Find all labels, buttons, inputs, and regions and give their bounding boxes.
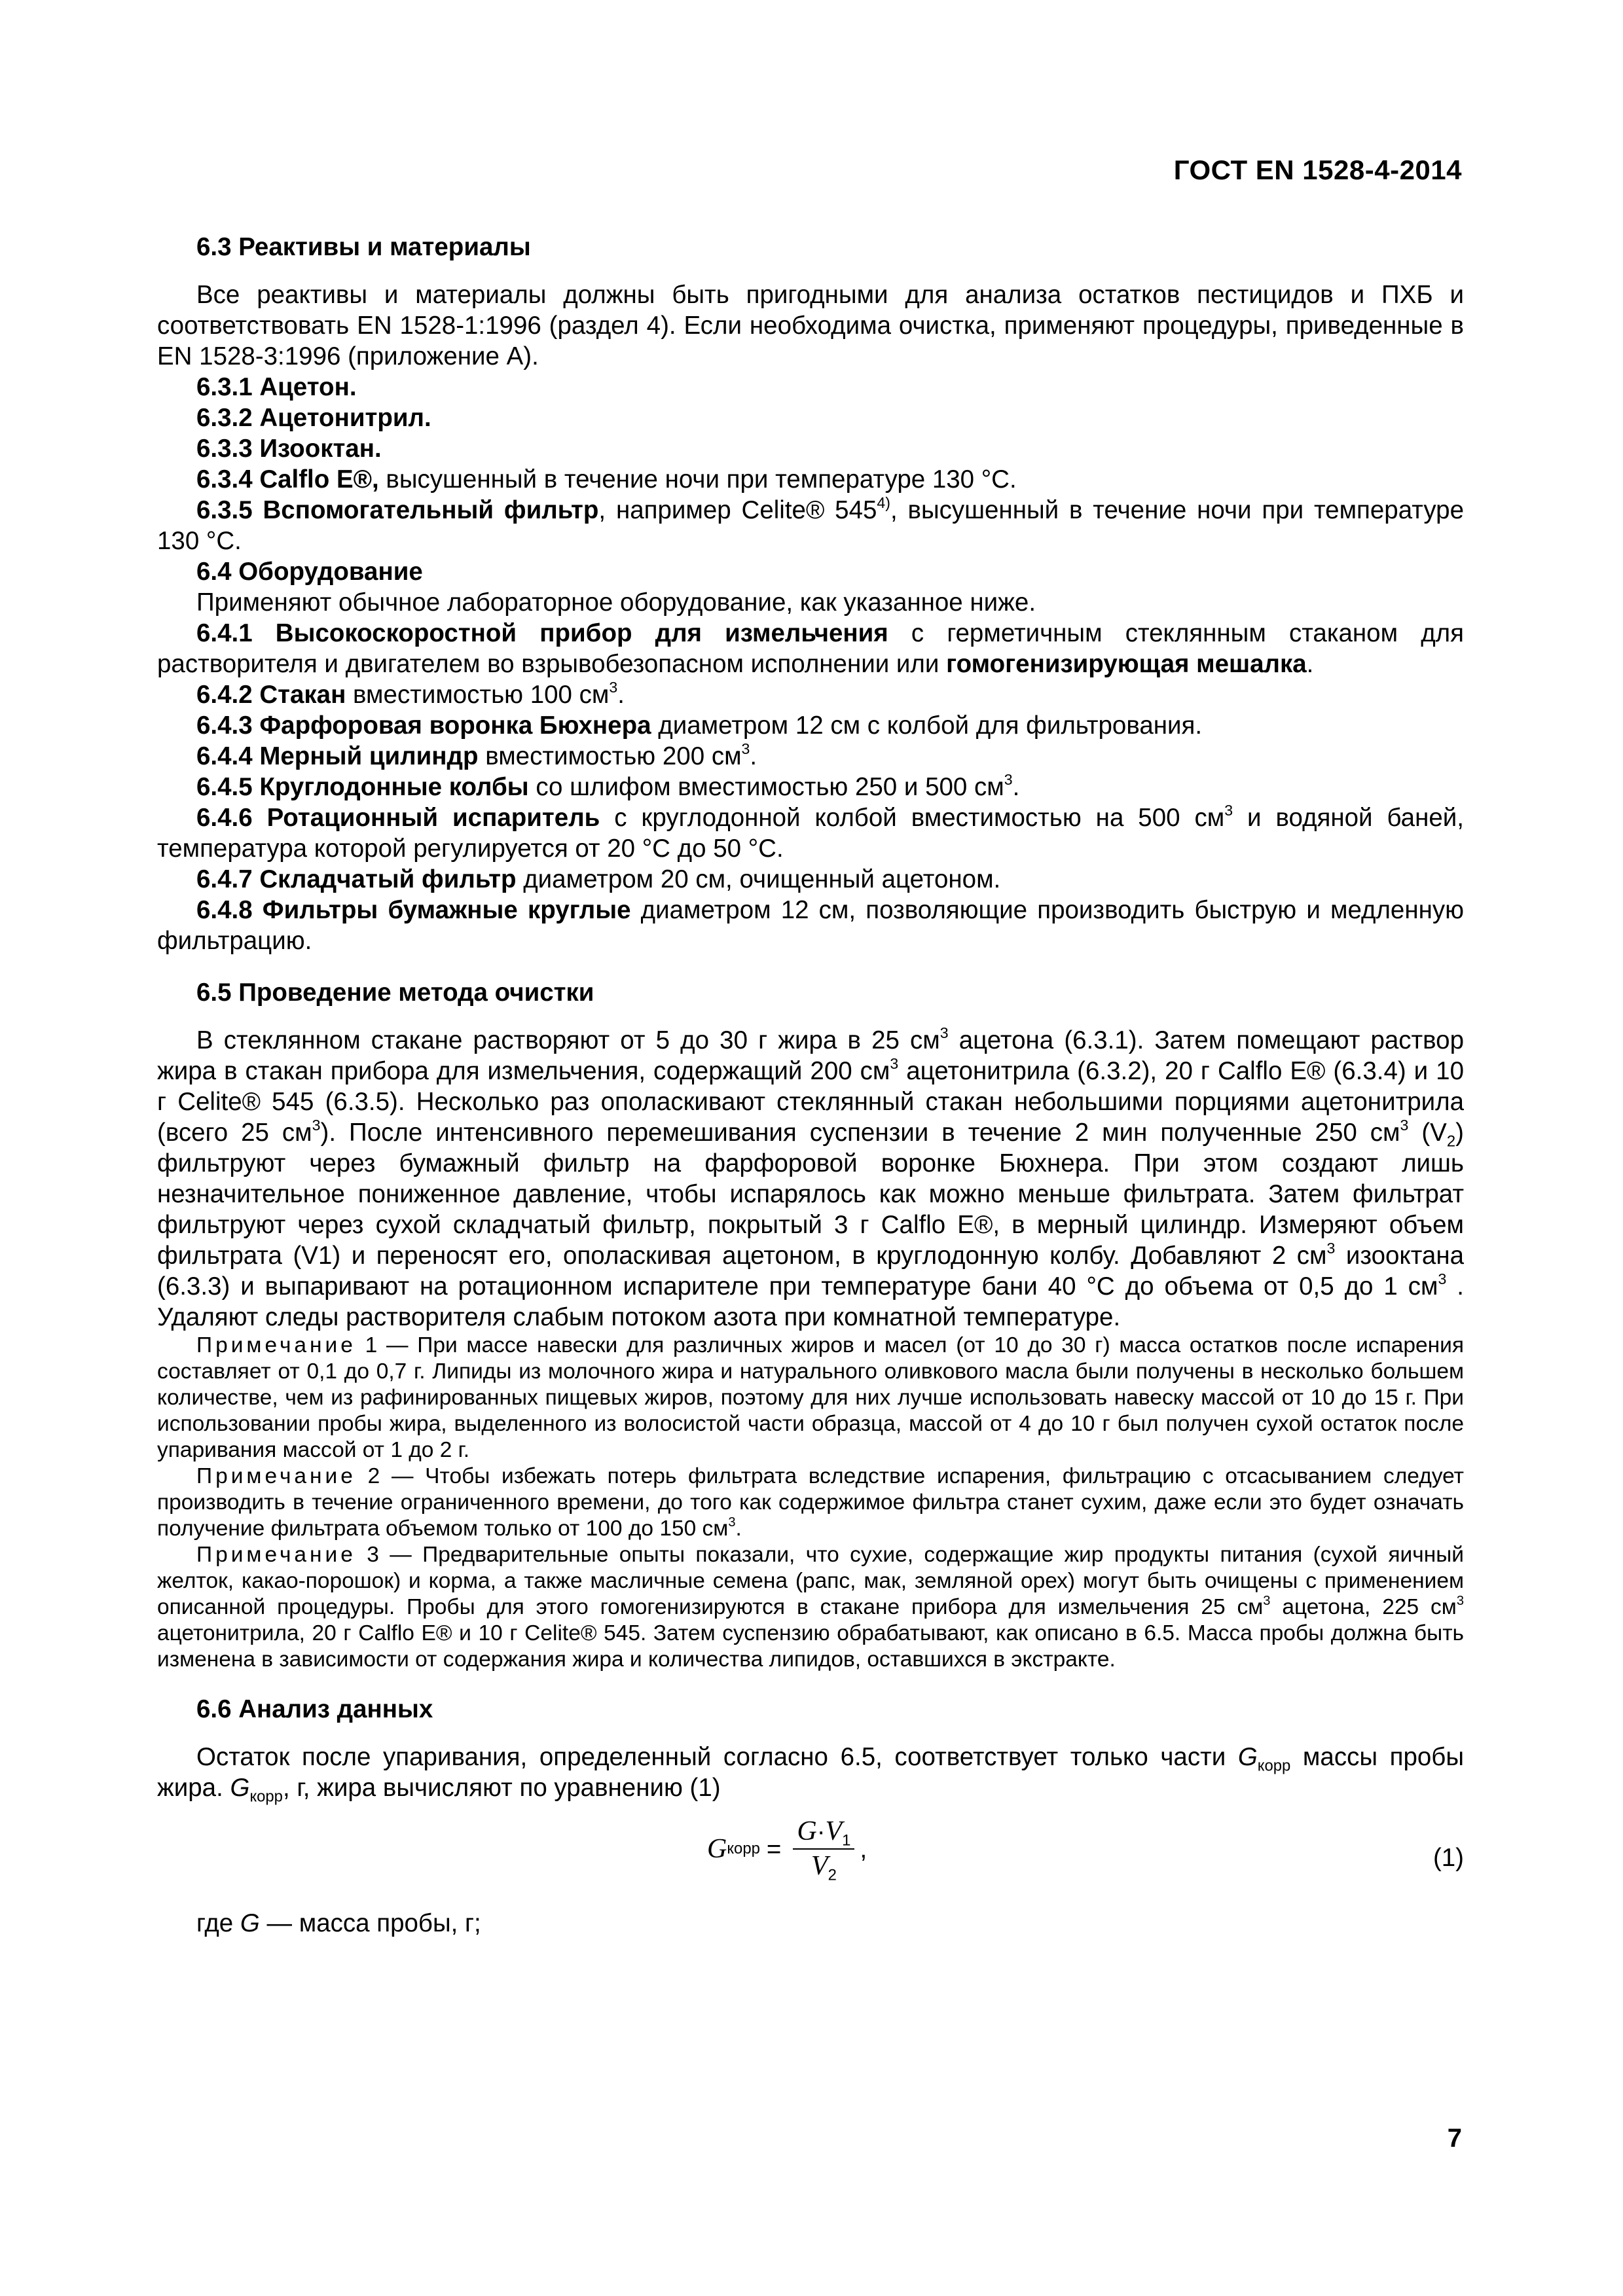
unit-exponent: 3 bbox=[1224, 801, 1233, 819]
item-label: 6.4.3 Фарфоровая воронка Бюхнера bbox=[196, 711, 651, 740]
item-text: . bbox=[1012, 773, 1020, 801]
item-6-3-3 bbox=[157, 433, 1464, 464]
item-label: 6.4.1 Высокоскоростной прибор для измельчения bbox=[196, 619, 888, 647]
subscript: корр bbox=[249, 1787, 283, 1806]
section-6-5-title: 6.5 Проведение метода очистки bbox=[196, 978, 594, 1007]
section-6-5-paragraph bbox=[157, 1025, 1464, 1333]
section-6-4-intro: Применяют обычное лабораторное оборудование, как указанное ниже. bbox=[196, 588, 1036, 617]
item-label: 6.3.5 Вспомогательный фильтр bbox=[196, 496, 599, 524]
unit-exponent: 3 bbox=[312, 1116, 321, 1134]
note-label: Примечание bbox=[196, 1464, 356, 1488]
formula-subscript: 2 bbox=[828, 1866, 837, 1884]
item-label: 6.4.7 Складчатый фильтр bbox=[196, 865, 517, 893]
formula-lhs-symbol: G bbox=[707, 1833, 727, 1864]
note-text: ацетона, 225 см bbox=[1270, 1595, 1457, 1619]
item-text: . bbox=[1306, 650, 1314, 678]
formula-fraction bbox=[793, 1816, 854, 1882]
symbol-g: G bbox=[1237, 1743, 1258, 1771]
item-text: , высушенный в течение ночи при температуре 130 °С. bbox=[157, 496, 1464, 555]
section-6-6-title: 6.6 Анализ данных bbox=[196, 1695, 433, 1723]
note-label: Примечание bbox=[196, 1543, 356, 1567]
unit-exponent: 3 bbox=[1438, 1270, 1447, 1287]
document-body bbox=[157, 232, 1464, 1939]
note-label: Примечание bbox=[196, 1333, 356, 1357]
item-6-4-6 bbox=[157, 802, 1464, 864]
subscript: 2 bbox=[1446, 1132, 1456, 1151]
item-label: 6.3.1 Ацетон. bbox=[196, 373, 357, 401]
item-6-4-8 bbox=[157, 895, 1464, 956]
note-text: — Предварительные опыты показали, что сухие, содержащие жир продукты питания (сухой яичный желток, какао-порошок) и корма, а также масличные семена (рапс, мак, земляной орех) могут быть очищены с применением описанной процедуры. Пробы для этого гомогенизируются в стакане прибора для измельчения 25 см bbox=[157, 1543, 1464, 1619]
text: где bbox=[196, 1909, 240, 1937]
section-6-3-intro: Все реактивы и материалы должны быть пригодными для анализа остатков пестицидов и ПХБ и соответствовать EN 1528-1:1996 (раздел 4). Если необходима очистка, применяют процедуры, приведенные в EN 1528-3:1996 (приложение А). bbox=[157, 281, 1464, 370]
item-6-4-7 bbox=[157, 864, 1464, 895]
item-text: диаметром 12 см с колбой для фильтрования. bbox=[651, 711, 1203, 740]
item-6-3-1 bbox=[157, 372, 1464, 403]
formula-subscript: 1 bbox=[842, 1831, 851, 1850]
item-text: высушенный в течение ночи при температуре 130 °С. bbox=[378, 465, 1017, 493]
item-text: со шлифом вместимостью 250 и 500 см bbox=[528, 773, 1004, 801]
item-6-3-4 bbox=[157, 464, 1464, 495]
unit-exponent: 3 bbox=[939, 1024, 949, 1041]
item-label: 6.3.2 Ацетонитрил. bbox=[196, 404, 431, 432]
item-label: 6.3.3 Изооктан. bbox=[196, 435, 382, 463]
unit-exponent: 3 bbox=[609, 678, 618, 696]
unit-exponent: 3 bbox=[1326, 1239, 1336, 1257]
text: ). После интенсивного перемешивания суспензии в течение 2 мин полученные 250 см bbox=[320, 1119, 1400, 1147]
page-number: 7 bbox=[1447, 2124, 1462, 2153]
item-6-3-2 bbox=[157, 403, 1464, 433]
footnote-ref: 4) bbox=[877, 493, 890, 511]
item-label: 6.4.5 Круглодонные колбы bbox=[196, 773, 529, 801]
item-text: . bbox=[617, 681, 625, 709]
item-text: диаметром 20 см, очищенный ацетоном. bbox=[516, 865, 1001, 893]
item-6-4-4 bbox=[157, 741, 1464, 772]
unit-exponent: 3 bbox=[1400, 1116, 1409, 1134]
formula-symbol: V bbox=[811, 1851, 828, 1881]
note-text: — При массе навески для различных жиров и масел (от 10 до 30 г) масса остатков после испарения составляет от 0,1 до 0,7 г. Липиды из молочного жира и натурального оливкового масла были получены в несколько большем количестве, чем из рафинированных пищевых жиров, поэтому для них лучше использовать навеску массой от 10 до 15 г. При использовании пробы жира, выделенного из волосистой части образца, массой от 4 до 10 г был получен сухой остаток после упаривания массой от 1 до 2 г. bbox=[157, 1333, 1464, 1462]
item-term: гомогенизирующая мешалка bbox=[946, 650, 1307, 678]
equation-1 bbox=[157, 1810, 1464, 1908]
text: массы пробы жира. bbox=[157, 1743, 1464, 1802]
note-number: 1 bbox=[356, 1333, 378, 1357]
item-6-4-1 bbox=[157, 618, 1464, 679]
item-text: диаметром 12 см, позволяющие производить быструю и медленную фильтрацию. bbox=[157, 896, 1464, 955]
formula-symbol: V bbox=[825, 1816, 843, 1846]
where-clause bbox=[157, 1908, 1464, 1939]
note-1 bbox=[157, 1333, 1464, 1463]
item-text: вместимостью 200 см bbox=[478, 742, 742, 770]
text: — масса пробы, г; bbox=[259, 1909, 481, 1937]
item-6-4-5 bbox=[157, 772, 1464, 802]
item-text: и водяной баней, температура которой регулируется от 20 °С до 50 °С. bbox=[157, 804, 1464, 863]
section-6-6-paragraph bbox=[157, 1742, 1464, 1806]
standard-id: ГОСТ EN 1528-4-2014 bbox=[1173, 154, 1462, 185]
formula-numerator bbox=[793, 1816, 854, 1850]
item-text: вместимостью 100 см bbox=[346, 681, 610, 709]
note-number: 3 bbox=[356, 1543, 379, 1567]
item-6-4-2 bbox=[157, 679, 1464, 710]
item-text: с герметичным стеклянным стаканом для растворителя и двигателем во взрывобезопасном исполнении или bbox=[157, 619, 1464, 678]
note-2 bbox=[157, 1463, 1464, 1542]
section-6-3-title: 6.3 Реактивы и материалы bbox=[196, 233, 531, 261]
note-text: . bbox=[735, 1516, 742, 1541]
unit-exponent: 3 bbox=[1263, 1593, 1271, 1608]
item-text: , например Celite® 545 bbox=[598, 496, 877, 524]
unit-exponent: 3 bbox=[741, 740, 750, 757]
text: ацетонитрила (6.3.2), 20 г Calflo E® (6.3.4) и 10 г Celite® 545 (6.3.5). Несколько раз ополаскивают стеклянный стакан небольшими порциями ацетонитрила (всего 25 см bbox=[157, 1057, 1465, 1147]
item-6-3-5 bbox=[157, 495, 1464, 556]
equation-number: (1) bbox=[1432, 1844, 1464, 1872]
note-3 bbox=[157, 1542, 1464, 1673]
unit-exponent: 3 bbox=[1456, 1593, 1464, 1608]
item-label: 6.4.8 Фильтры бумажные круглые bbox=[196, 896, 631, 924]
text: ) фильтруют через бумажный фильтр на фарфоровой воронке Бюхнера. При этом создают лишь незначительное пониженное давление, чтобы испарялось как можно меньше фильтрата. Затем фильтрат фильтруют через сухой складчатый фильтр, покрытый 3 г Calflo E®, в мерный цилиндр. Измеряют объем фильтрата (V1) и переносят его, ополаскивая ацетоном, в круглодонную колбу. Добавляют 2 см bbox=[157, 1119, 1464, 1270]
item-label: 6.3.4 Calflo E®, bbox=[196, 465, 379, 493]
text: . Удаляют следы растворителя слабым потоком азота при комнатной температуре. bbox=[157, 1272, 1464, 1331]
formula: G корр = $\frac{G\cdot V_1}{V_2}$ , bbox=[707, 1816, 867, 1884]
unit-exponent: 3 bbox=[728, 1515, 736, 1530]
text: В стеклянном стакане растворяют от 5 до 30 г жира в 25 см bbox=[196, 1026, 940, 1054]
formula-equals: = bbox=[766, 1835, 782, 1863]
text: (V bbox=[1408, 1119, 1447, 1147]
note-text: — Чтобы избежать потерь фильтрата вследствие испарения, фильтрацию с отсасыванием следует производить в течение ограниченного времени, до того как содержимое фильтра станет сухим, даже если это будет означать получение фильтрата объемом только от 100 до 150 см bbox=[157, 1464, 1464, 1541]
subscript: корр bbox=[1257, 1757, 1291, 1775]
formula-symbol: G bbox=[797, 1816, 817, 1846]
unit-exponent: 3 bbox=[1004, 770, 1013, 788]
note-text: ацетонитрила, 20 г Calflo E® и 10 г Celite® 545. Затем суспензию обрабатывают, как описано в 6.5. Масса пробы должна быть изменена в зависимости от содержания жира и количества липидов, оставшихся в экстракте. bbox=[157, 1621, 1464, 1672]
text: , г, жира вычисляют по уравнению (1) bbox=[282, 1774, 721, 1802]
text: Остаток после упаривания, определенный согласно 6.5, соответствует только части bbox=[196, 1743, 1238, 1771]
item-6-4-3 bbox=[157, 710, 1464, 741]
unit-exponent: 3 bbox=[890, 1054, 899, 1072]
item-label: 6.4.4 Мерный цилиндр bbox=[196, 742, 479, 770]
formula-denominator bbox=[811, 1850, 837, 1882]
note-number: 2 bbox=[356, 1464, 380, 1488]
symbol-g: G bbox=[240, 1909, 260, 1937]
item-label: 6.4.2 Стакан bbox=[196, 681, 346, 709]
item-text: с круглодонной колбой вместимостью на 500 см bbox=[600, 804, 1225, 832]
text: изооктана (6.3.3) и выпаривают на ротационном испарителе при температуре бани 40 °С до объема от 0,5 до 1 см bbox=[157, 1242, 1464, 1300]
text: ацетона (6.3.1). Затем помещают раствор жира в стакан прибора для измельчения, содержащий 200 см bbox=[157, 1026, 1465, 1085]
section-6-4-title: 6.4 Оборудование bbox=[196, 558, 423, 586]
symbol-g: G bbox=[230, 1774, 250, 1802]
formula-comma: , bbox=[860, 1835, 867, 1863]
item-label: 6.4.6 Ротационный испаритель bbox=[196, 804, 600, 832]
formula-operator: · bbox=[816, 1818, 826, 1846]
item-text: . bbox=[750, 742, 757, 770]
